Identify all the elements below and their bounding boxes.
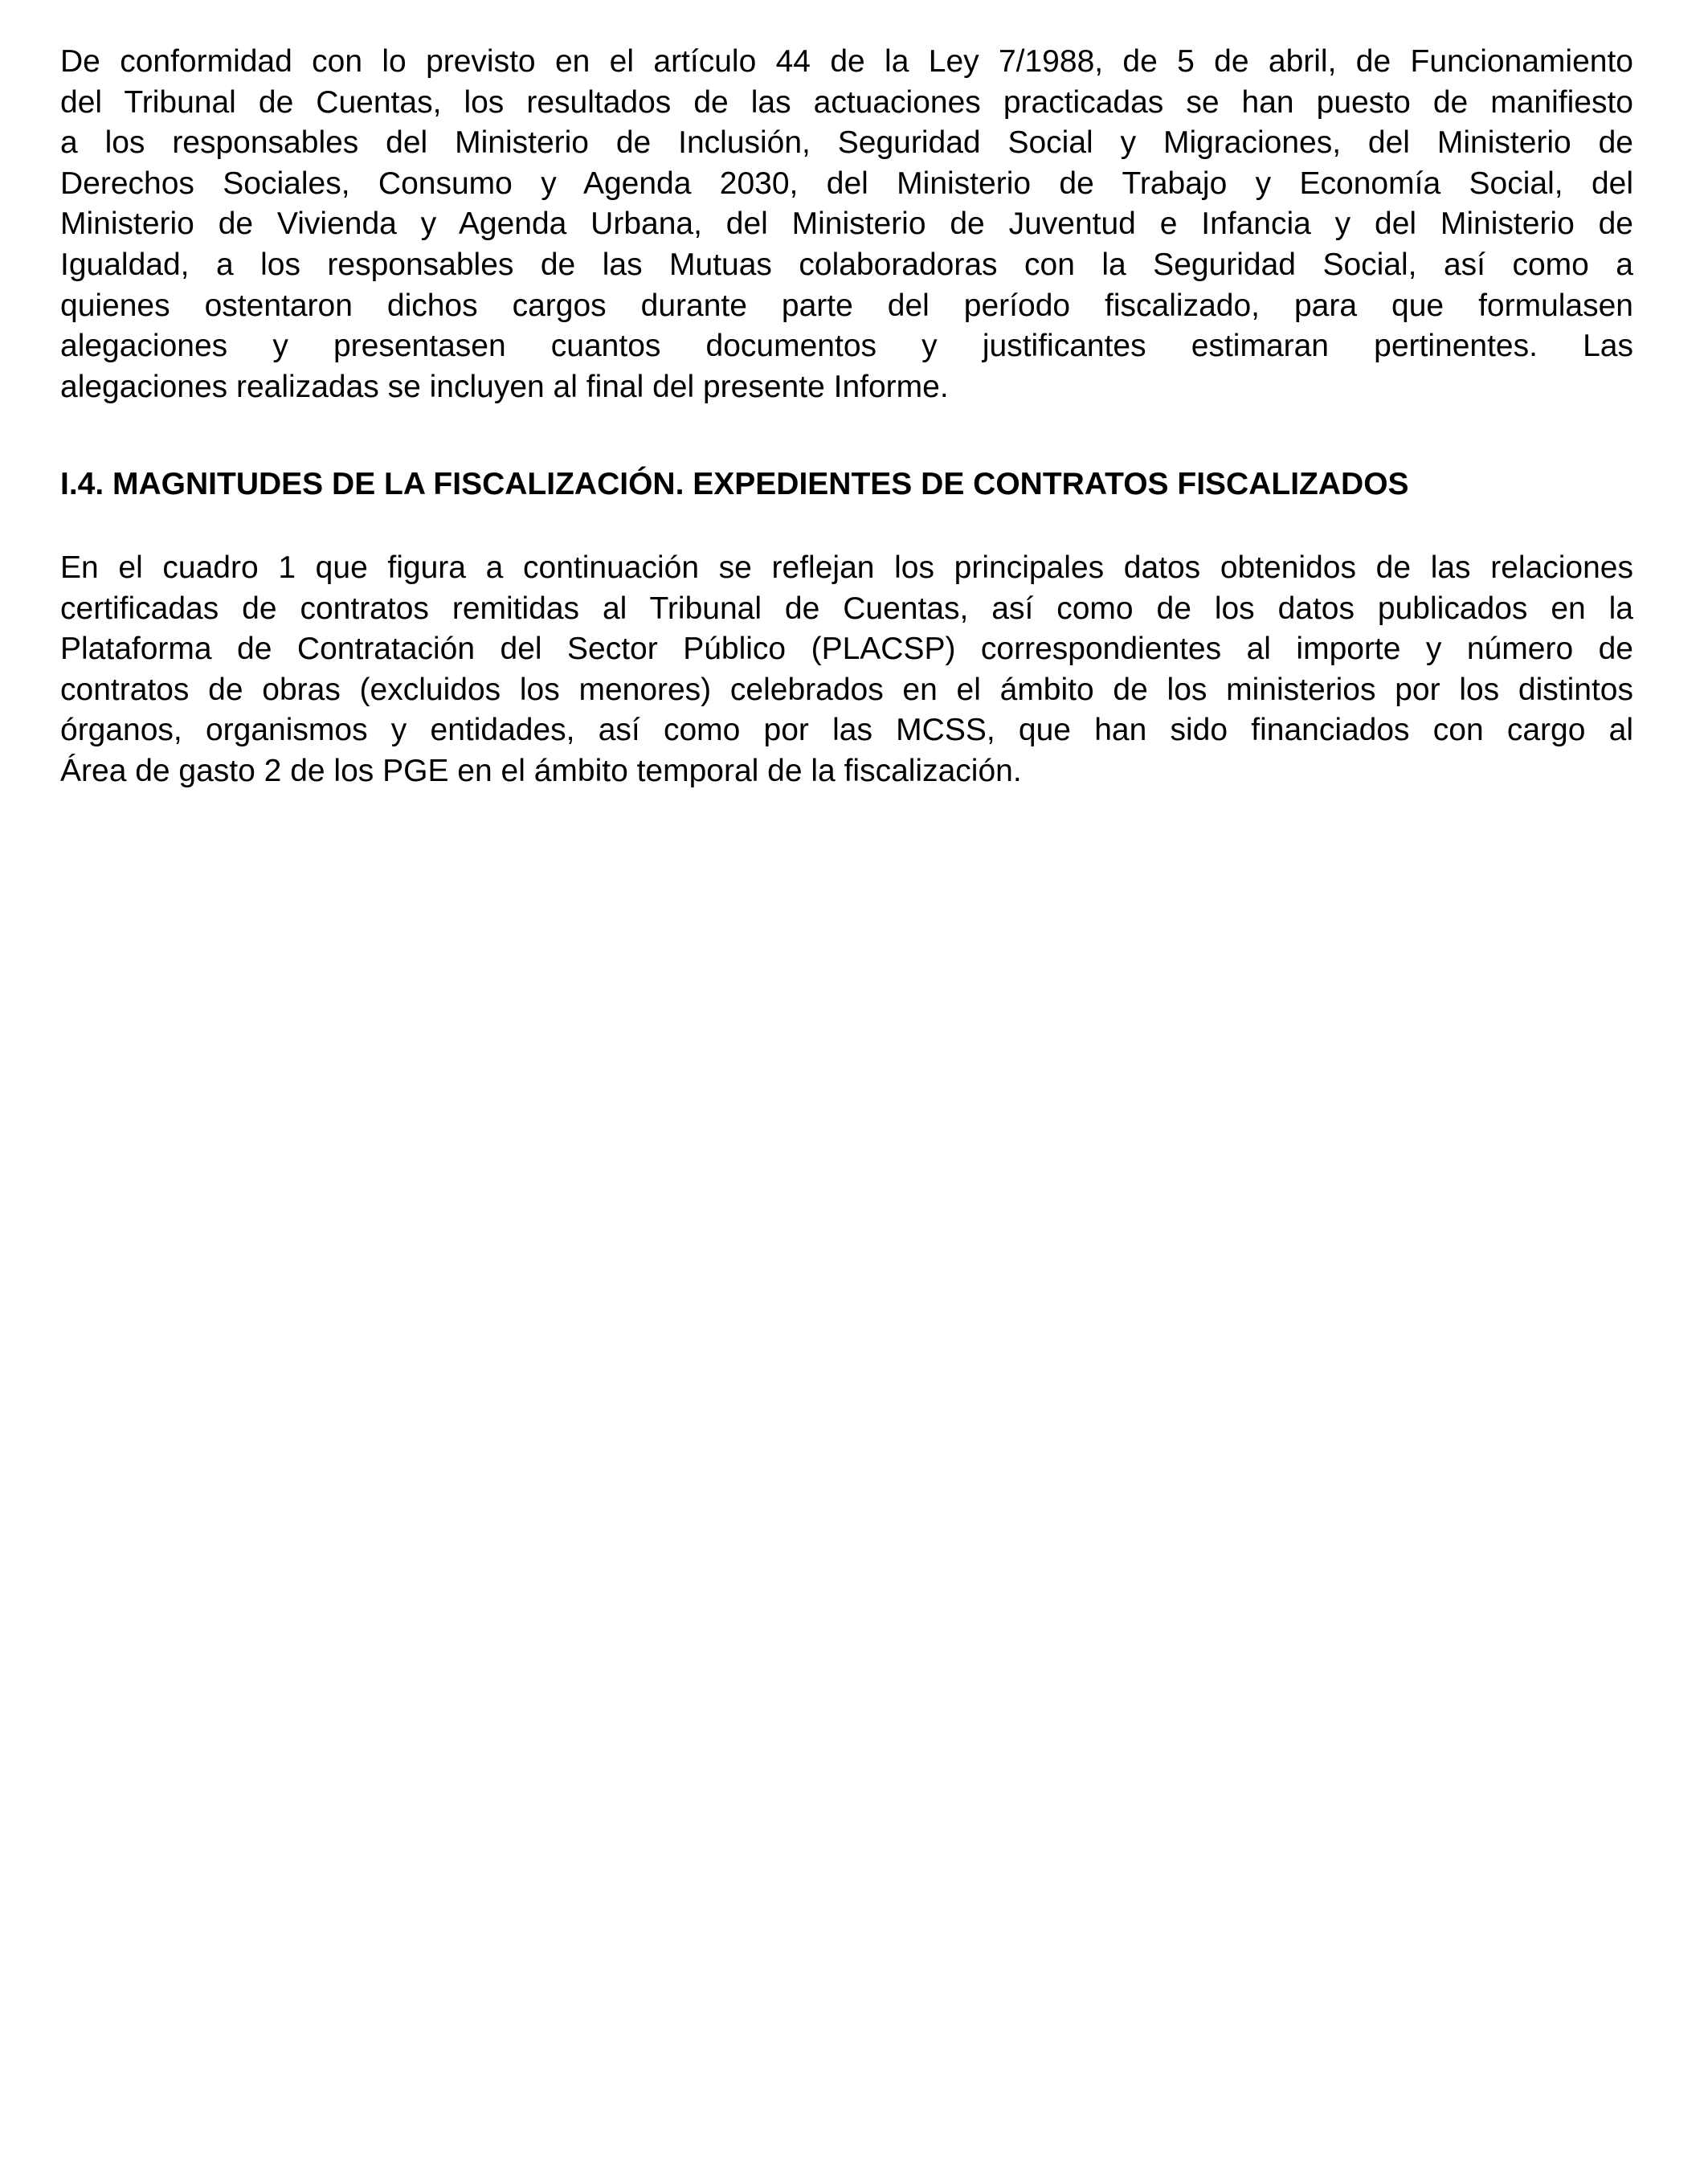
section-heading: I.4. MAGNITUDES DE LA FISCALIZACIÓN. EXPEDIENTES DE CONTRATOS FISCALIZADOS: [60, 467, 1409, 501]
text-line: Área de gasto 2 de los PGE en el ámbito temporal de la fiscalización.: [60, 753, 1022, 788]
text-line: del Tribunal de Cuentas, los resultados de las actuaciones practicadas se han puesto de manifiesto: [60, 84, 1633, 120]
text-line: a los responsables del Ministerio de Inclusión, Seguridad Social y Migraciones, del Ministerio de: [60, 125, 1633, 161]
paragraph-magnitudes: [60, 548, 1633, 792]
text-line: certificadas de contratos remitidas al Tribunal de Cuentas, así como de los datos publicados en la: [60, 591, 1633, 626]
text-line: Derechos Sociales, Consumo y Agenda 2030, del Ministerio de Trabajo y Economía Social, del: [60, 166, 1633, 201]
paragraph-hearing-procedure: [60, 42, 1633, 407]
text-line: Plataforma de Contratación del Sector Público (PLACSP) correspondientes al importe y número de: [60, 632, 1633, 667]
text-line: órganos, organismos y entidades, así como por las MCSS, que han sido financiados con cargo al: [60, 713, 1633, 748]
text-line: Igualdad, a los responsables de las Mutuas colaboradoras con la Seguridad Social, así como a: [60, 247, 1633, 282]
text-line: alegaciones realizadas se incluyen al final del presente Informe.: [60, 369, 949, 404]
text-line: quienes ostentaron dichos cargos durante parte del período fiscalizado, para que formulasen: [60, 288, 1633, 323]
text-line: contratos de obras (excluidos los menores) celebrados en el ámbito de los ministerios por los distintos: [60, 672, 1633, 707]
text-line: alegaciones y presentasen cuantos documentos y justificantes estimaran pertinentes. Las: [60, 329, 1633, 364]
text-line: De conformidad con lo previsto en el artículo 44 de la Ley 7/1988, de 5 de abril, de Funcionamiento: [60, 44, 1633, 79]
text-line: En el cuadro 1 que figura a continuación se reflejan los principales datos obtenidos de las relaciones: [60, 550, 1633, 585]
text-line: Ministerio de Vivienda y Agenda Urbana, del Ministerio de Juventud e Infancia y del Ministerio de: [60, 206, 1633, 242]
